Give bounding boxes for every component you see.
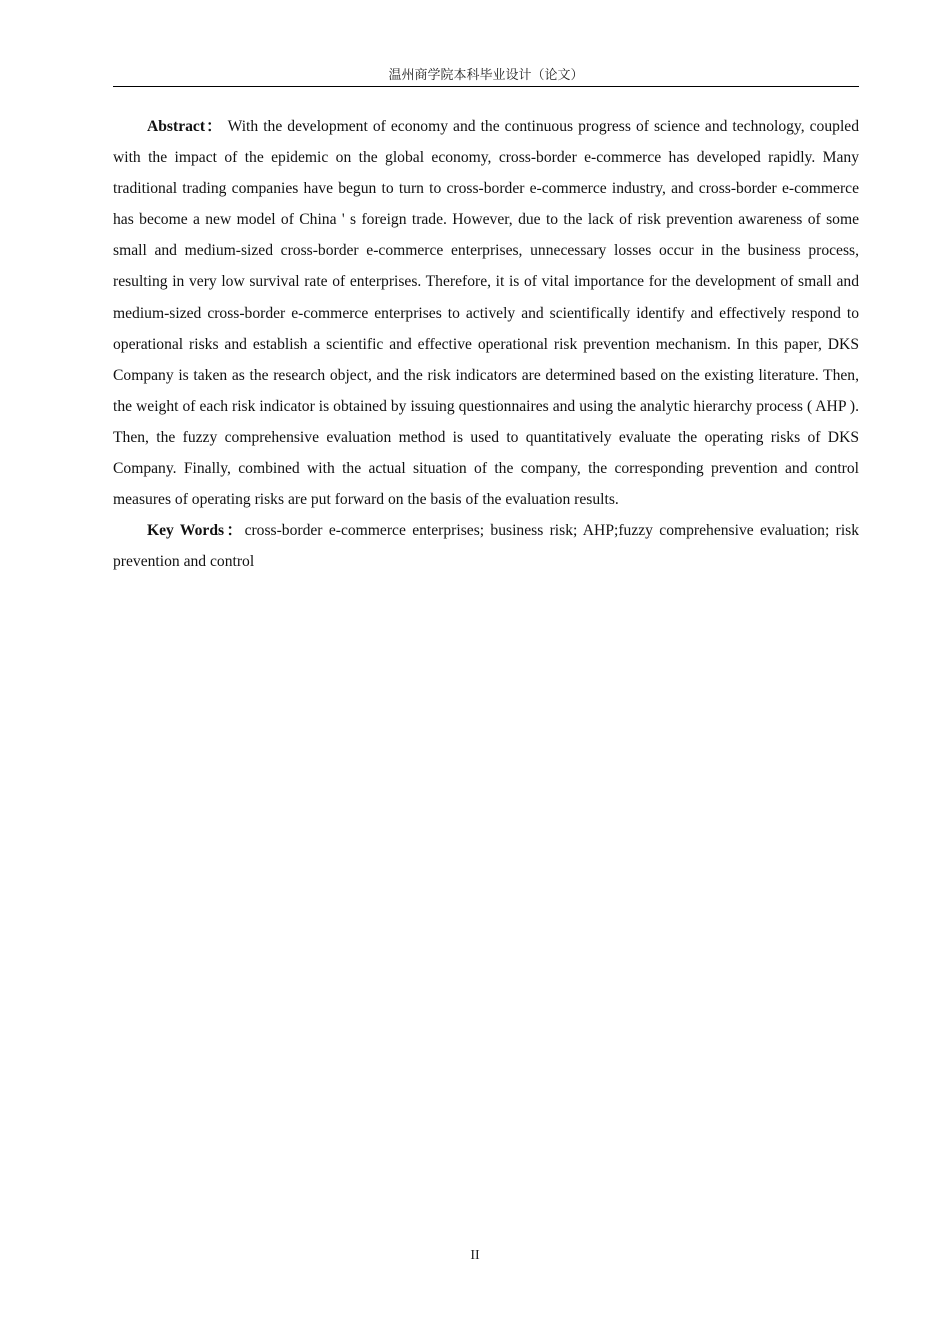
abstract-section bbox=[113, 111, 859, 577]
keywords-text: cross-border e-commerce enterprises; business risk; AHP;fuzzy comprehensive evaluation; risk prevention and control bbox=[113, 522, 860, 571]
page-number: II bbox=[470, 1248, 480, 1263]
keywords-paragraph bbox=[113, 515, 859, 577]
running-header: 温州商学院本科毕业设计（论文） bbox=[388, 68, 584, 83]
abstract-paragraph bbox=[113, 111, 859, 515]
keywords-label: Key Words： bbox=[147, 522, 245, 540]
abstract-text: With the development of economy and the continuous progress of science and technology, coupled with the impact of the epidemic on the global economy, cross-border e-commerce has developed rapidly. Many traditional trading companies have begun to turn to cross-border e-commerce industry, and cross-border e-commerce has become a new model of China ' s foreign trade. However, due to the lack of risk prevention awareness of some small and medium-sized cross-border e-commerce enterprises, unnecessary losses occur in the business process, resulting in very low survival rate of enterprises. Therefore, it is of vital importance for the development of small and medium-sized cross-border e-commerce enterprises to actively and scientifically identify and effectively respond to operational risks and establish a scientific and effective operational risk prevention mechanism. In this paper, DKS Company is taken as the research object, and the risk indicators are determined based on the existing literature. Then, the weight of each risk indicator is obtained by issuing questionnaires and using the analytic hierarchy process ( AHP ). Then, the fuzzy comprehensive evaluation method is used to quantitatively evaluate the operating risks of DKS Company. Finally, combined with the actual situation of the company, the corresponding prevention and control measures of operating risks are put forward on the basis of the evaluation results. bbox=[113, 118, 859, 509]
header-divider bbox=[113, 86, 859, 87]
abstract-label: Abstract： bbox=[147, 118, 223, 135]
